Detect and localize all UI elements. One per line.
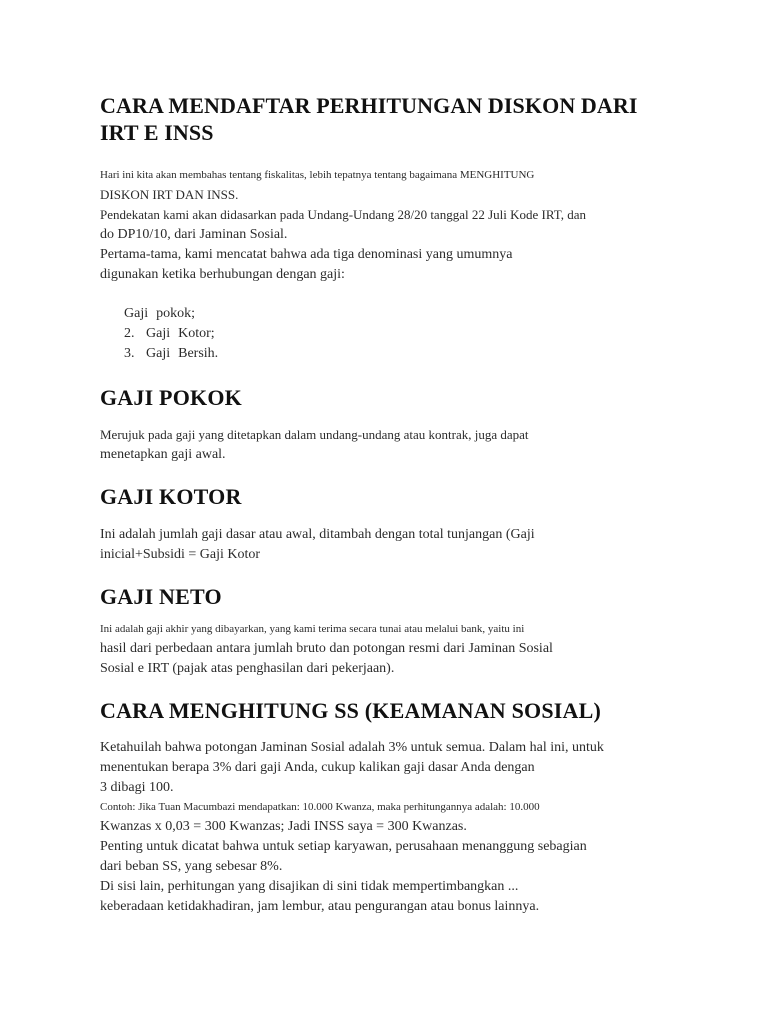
body-line: Ini adalah gaji akhir yang dibayarkan, yang kami terima secara tunai atau melalui bank, yaitu ini — [100, 623, 525, 635]
list-item-word: Gaji — [146, 326, 171, 341]
intro-line: DISKON IRT DAN INSS. — [100, 187, 239, 202]
body-line: Ketahuilah bahwa potongan Jaminan Sosial adalah 3% untuk semua. Dalam hal ini, untuk — [100, 740, 604, 755]
section-heading-gaji-kotor: GAJI KOTOR — [100, 484, 242, 509]
list-item-number: 3. — [124, 346, 135, 361]
section-heading-cara-menghitung-ss: CARA MENGHITUNG SS (KEAMANAN SOSIAL) — [100, 698, 602, 723]
intro-paragraph — [100, 166, 660, 285]
list-item-word: pokok; — [156, 306, 195, 321]
body-line: hasil dari perbedaan antara jumlah bruto dan potongan resmi dari Jaminan Sosial — [100, 641, 553, 656]
list-item-word: Gaji — [124, 306, 149, 321]
document-page — [100, 92, 660, 917]
body-line: Contoh: Jika Tuan Macumbazi mendapatkan: 10.000 Kwanza, maka perhitungannya adalah: 10.000 — [100, 801, 540, 813]
body-line: inicial+Subsidi = Gaji Kotor — [100, 547, 261, 562]
list-item-word: Kotor; — [178, 326, 215, 341]
list-item — [124, 344, 660, 364]
intro-line: Pendekatan kami akan didasarkan pada Undang-Undang 28/20 tanggal 22 Juli Kode IRT, dan — [100, 207, 586, 222]
title-line: CARA MENDAFTAR PERHITUNGAN DISKON DARI — [100, 93, 638, 118]
section-heading-gaji-neto: GAJI NETO — [100, 584, 222, 609]
section-body-gaji-kotor — [100, 525, 660, 565]
title-line: IRT E INSS — [100, 120, 214, 145]
body-line: menentukan berapa 3% dari gaji Anda, cukup kalikan gaji dasar Anda dengan — [100, 760, 535, 775]
intro-line: Hari ini kita akan membahas tentang fiskalitas, lebih tepatnya tentang bagaimana MENGHITUNG — [100, 169, 535, 181]
list-item-word: Bersih. — [178, 346, 219, 361]
list-item-number: 2. — [124, 326, 135, 341]
list-item — [124, 304, 660, 324]
section-body-gaji-pokok — [100, 425, 660, 465]
intro-line: Pertama-tama, kami mencatat bahwa ada tiga denominasi yang umumnya — [100, 247, 513, 262]
page-title — [100, 92, 660, 146]
body-line: Kwanzas x 0,03 = 300 Kwanzas; Jadi INSS saya = 300 Kwanzas. — [100, 819, 467, 834]
body-line: menetapkan gaji awal. — [100, 447, 226, 462]
body-line: dari beban SS, yang sebesar 8%. — [100, 859, 283, 874]
intro-line: digunakan ketika berhubungan dengan gaji: — [100, 267, 345, 282]
section-body-cara-menghitung-ss — [100, 738, 660, 917]
body-line: Penting untuk dicatat bahwa untuk setiap karyawan, perusahaan menanggung sebagian — [100, 839, 587, 854]
list-item — [124, 324, 660, 344]
body-line: Di sisi lain, perhitungan yang disajikan di sini tidak mempertimbangkan ... — [100, 879, 519, 894]
intro-line: do DP10/10, dari Jaminan Sosial. — [100, 227, 288, 242]
body-line: Sosial e IRT (pajak atas penghasilan dari pekerjaan). — [100, 661, 395, 676]
section-body-gaji-neto — [100, 620, 660, 679]
salary-types-list — [124, 304, 660, 364]
body-line: Ini adalah jumlah gaji dasar atau awal, ditambah dengan total tunjangan (Gaji — [100, 527, 535, 542]
section-heading-gaji-pokok: GAJI POKOK — [100, 385, 242, 410]
body-line: 3 dibagi 100. — [100, 780, 174, 795]
body-line: keberadaan ketidakhadiran, jam lembur, atau pengurangan atau bonus lainnya. — [100, 899, 540, 914]
body-line: Merujuk pada gaji yang ditetapkan dalam undang-undang atau kontrak, juga dapat — [100, 427, 529, 442]
list-item-word: Gaji — [146, 346, 171, 361]
